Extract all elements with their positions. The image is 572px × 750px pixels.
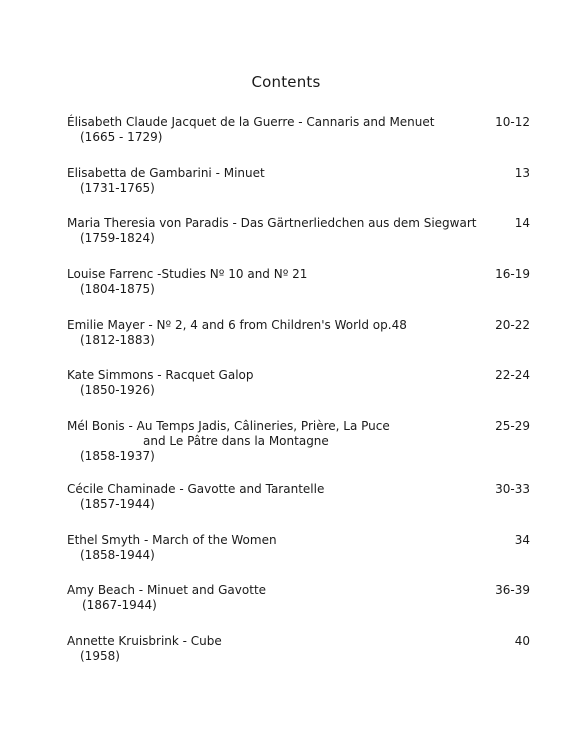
- entry-pages: 20-22: [495, 318, 530, 332]
- toc-entry: [67, 115, 530, 145]
- entry-title: Annette Kruisbrink - Cube: [67, 634, 222, 648]
- page-title: Contents: [251, 73, 321, 91]
- entry-title: Kate Simmons - Racquet Galop: [67, 368, 254, 382]
- entry-title: Ethel Smyth - March of the Women: [67, 533, 277, 547]
- entry-title: Élisabeth Claude Jacquet de la Guerre - Cannaris and Menuet: [67, 115, 435, 129]
- entry-title: Cécile Chaminade - Gavotte and Tarantelle: [67, 482, 325, 496]
- entry-dates: (1858-1944): [80, 548, 155, 562]
- entry-title: Louise Farrenc -Studies Nº 10 and Nº 21: [67, 267, 308, 281]
- entry-title: Mél Bonis - Au Temps Jadis, Câlineries, Prière, La Puce: [67, 419, 390, 433]
- entry-dates: (1850-1926): [80, 383, 155, 397]
- toc-entry: [67, 318, 530, 348]
- entry-title: Maria Theresia von Paradis - Das Gärtnerliedchen aus dem Siegwart: [67, 216, 477, 230]
- entry-dates: (1857-1944): [80, 497, 155, 511]
- entry-title: Elisabetta de Gambarini - Minuet: [67, 166, 265, 180]
- entry-dates: (1812-1883): [80, 333, 155, 347]
- entry-pages: 22-24: [495, 368, 530, 382]
- entry-pages: 14: [514, 216, 530, 230]
- toc-entry: [67, 419, 530, 464]
- entry-dates: (1665 - 1729): [80, 130, 163, 144]
- entry-dates: (1759-1824): [80, 231, 155, 245]
- entry-dates: (1867-1944): [82, 598, 157, 612]
- entry-title: Emilie Mayer - Nº 2, 4 and 6 from Children's World op.48: [67, 318, 407, 332]
- entry-title: Amy Beach - Minuet and Gavotte: [67, 583, 267, 597]
- entry-title-continuation: and Le Pâtre dans la Montagne: [143, 434, 329, 448]
- entry-dates: (1958): [80, 649, 120, 663]
- entry-pages: 30-33: [495, 482, 530, 496]
- entry-pages: 40: [514, 634, 530, 648]
- entry-pages: 36-39: [495, 583, 530, 597]
- entry-pages: 34: [514, 533, 530, 547]
- entry-pages: 16-19: [495, 267, 530, 281]
- entry-pages: 13: [514, 166, 530, 180]
- entry-dates: (1804-1875): [80, 282, 155, 296]
- entry-pages: 10-12: [495, 115, 530, 129]
- toc-entry: [67, 634, 530, 664]
- toc-entry: [67, 368, 530, 398]
- toc-entry: [67, 583, 530, 613]
- entry-pages: 25-29: [495, 419, 530, 433]
- toc-entry: [67, 216, 530, 246]
- entry-dates: (1731-1765): [80, 181, 155, 195]
- toc-entry: [67, 166, 530, 196]
- entry-dates: (1858-1937): [80, 449, 155, 463]
- toc-entry: [67, 482, 530, 512]
- toc-entry: [67, 533, 530, 563]
- toc-entry: [67, 267, 530, 297]
